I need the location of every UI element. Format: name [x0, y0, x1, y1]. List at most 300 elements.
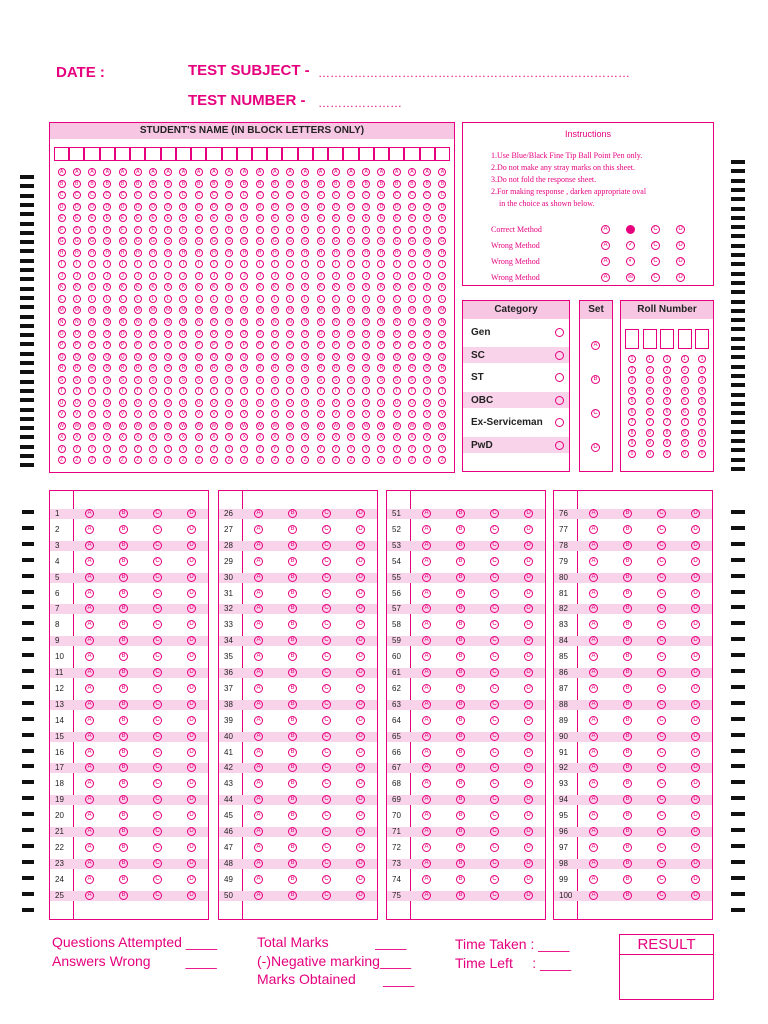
name-bubble[interactable]: Z — [256, 456, 264, 464]
answer-bubble[interactable]: D — [691, 541, 700, 550]
name-bubble[interactable]: U — [73, 399, 81, 407]
name-bubble[interactable]: K — [195, 283, 203, 291]
answer-bubble[interactable]: A — [422, 509, 431, 518]
name-bubble[interactable]: Z — [423, 456, 431, 464]
answer-bubble[interactable]: D — [356, 620, 365, 629]
name-bubble[interactable]: V — [103, 410, 111, 418]
name-bubble[interactable]: R — [88, 364, 96, 372]
name-bubble[interactable]: F — [347, 226, 355, 234]
answer-bubble[interactable]: A — [589, 525, 598, 534]
name-bubble[interactable]: C — [286, 191, 294, 199]
answer-bubble[interactable]: A — [589, 779, 598, 788]
answer-bubble[interactable]: A — [254, 827, 263, 836]
answer-bubble[interactable]: D — [187, 684, 196, 693]
answer-bubble[interactable]: C — [153, 684, 162, 693]
answer-bubble[interactable]: D — [524, 891, 533, 900]
answer-bubble[interactable]: D — [691, 779, 700, 788]
name-bubble[interactable]: W — [272, 422, 278, 429]
name-bubble[interactable]: Q — [164, 353, 172, 361]
name-bubble[interactable]: X — [103, 433, 111, 441]
name-bubble[interactable]: Z — [362, 456, 370, 464]
name-bubble[interactable]: C — [271, 191, 279, 199]
name-bubble[interactable]: P — [58, 341, 66, 349]
name-bubble[interactable]: F — [225, 226, 233, 234]
answer-bubble[interactable]: A — [422, 652, 431, 661]
category-bubble[interactable] — [555, 373, 564, 382]
name-bubble[interactable]: U — [240, 399, 248, 407]
name-letter-cell[interactable] — [115, 147, 130, 161]
name-bubble[interactable]: G — [423, 237, 431, 245]
name-bubble[interactable]: H — [210, 249, 218, 257]
name-bubble[interactable]: V — [301, 410, 309, 418]
answer-bubble[interactable]: C — [322, 795, 331, 804]
answer-bubble[interactable]: A — [85, 827, 94, 836]
name-bubble[interactable]: V — [423, 410, 431, 418]
answer-bubble[interactable]: D — [187, 573, 196, 582]
name-bubble[interactable]: I — [256, 260, 264, 268]
name-bubble[interactable]: X — [256, 433, 264, 441]
name-bubble[interactable]: P — [164, 341, 172, 349]
name-bubble[interactable]: U — [438, 399, 446, 407]
answer-bubble[interactable]: A — [422, 604, 431, 613]
name-bubble[interactable]: S — [134, 376, 142, 384]
name-bubble[interactable]: U — [179, 399, 187, 407]
name-bubble[interactable]: C — [301, 191, 309, 199]
name-bubble[interactable]: V — [362, 410, 370, 418]
answer-bubble[interactable]: D — [356, 652, 365, 661]
roll-bubble[interactable]: 1 — [681, 355, 689, 363]
name-bubble[interactable]: Z — [286, 456, 294, 464]
answer-bubble[interactable]: D — [691, 763, 700, 772]
name-bubble[interactable]: F — [438, 226, 446, 234]
name-bubble[interactable]: K — [301, 283, 309, 291]
name-bubble[interactable]: H — [362, 249, 370, 257]
name-bubble[interactable]: M — [59, 307, 64, 314]
name-bubble[interactable]: N — [103, 318, 111, 326]
name-bubble[interactable]: P — [195, 341, 203, 349]
name-bubble[interactable]: H — [73, 249, 81, 257]
name-bubble[interactable]: I — [347, 260, 355, 268]
roll-bubble[interactable]: 1 — [628, 355, 636, 363]
answer-bubble[interactable]: A — [589, 843, 598, 852]
name-bubble[interactable]: S — [195, 376, 203, 384]
name-bubble[interactable]: A — [164, 168, 172, 176]
name-bubble[interactable]: J — [286, 272, 294, 280]
answer-bubble[interactable]: A — [85, 748, 94, 757]
name-bubble[interactable]: Z — [301, 456, 309, 464]
name-bubble[interactable]: S — [271, 376, 279, 384]
roll-digit-cell[interactable] — [660, 329, 674, 349]
answer-bubble[interactable]: B — [456, 684, 465, 693]
name-bubble[interactable]: T — [164, 387, 172, 395]
answer-bubble[interactable]: A — [85, 859, 94, 868]
answer-bubble[interactable]: A — [589, 557, 598, 566]
name-bubble[interactable]: C — [332, 191, 340, 199]
name-bubble[interactable]: O — [301, 330, 309, 338]
answer-bubble[interactable]: C — [322, 827, 331, 836]
answer-bubble[interactable]: C — [153, 636, 162, 645]
answer-bubble[interactable]: B — [119, 811, 128, 820]
answer-bubble[interactable]: B — [623, 875, 632, 884]
name-bubble[interactable]: T — [347, 387, 355, 395]
name-bubble[interactable]: B — [256, 180, 264, 188]
name-bubble[interactable]: E — [286, 214, 294, 222]
name-bubble[interactable]: O — [134, 330, 142, 338]
name-bubble[interactable]: N — [119, 318, 127, 326]
answer-bubble[interactable]: A — [589, 668, 598, 677]
name-bubble[interactable]: M — [333, 307, 338, 314]
name-bubble[interactable]: P — [347, 341, 355, 349]
name-letter-cell[interactable] — [252, 147, 267, 161]
name-bubble[interactable]: V — [256, 410, 264, 418]
name-bubble[interactable]: K — [271, 283, 279, 291]
name-bubble[interactable]: L — [256, 295, 264, 303]
answer-bubble[interactable]: C — [490, 748, 499, 757]
name-bubble[interactable]: B — [362, 180, 370, 188]
name-bubble[interactable]: W — [424, 422, 430, 429]
roll-bubble[interactable]: 2 — [628, 366, 636, 374]
name-bubble[interactable]: P — [286, 341, 294, 349]
name-bubble[interactable]: E — [438, 214, 446, 222]
name-bubble[interactable]: X — [134, 433, 142, 441]
answer-bubble[interactable]: A — [422, 859, 431, 868]
name-bubble[interactable]: W — [242, 422, 247, 429]
answer-bubble[interactable]: D — [187, 716, 196, 725]
name-bubble[interactable]: F — [119, 226, 127, 234]
name-bubble[interactable]: N — [271, 318, 279, 326]
name-bubble[interactable]: X — [119, 433, 127, 441]
answer-bubble[interactable]: A — [589, 732, 598, 741]
answer-bubble[interactable]: C — [322, 557, 331, 566]
answer-bubble[interactable]: A — [589, 589, 598, 598]
answer-bubble[interactable]: C — [153, 509, 162, 518]
name-bubble[interactable]: L — [362, 295, 370, 303]
name-bubble[interactable]: H — [393, 249, 401, 257]
answer-bubble[interactable]: D — [187, 779, 196, 788]
name-bubble[interactable]: C — [377, 191, 385, 199]
name-bubble[interactable]: Z — [210, 456, 218, 464]
name-bubble[interactable]: E — [423, 214, 431, 222]
answer-bubble[interactable]: D — [356, 843, 365, 852]
name-bubble[interactable]: N — [301, 318, 309, 326]
answer-bubble[interactable]: D — [187, 827, 196, 836]
name-bubble[interactable]: S — [88, 376, 96, 384]
answer-bubble[interactable]: C — [657, 541, 666, 550]
answer-bubble[interactable]: A — [254, 557, 263, 566]
name-bubble[interactable]: G — [210, 237, 218, 245]
name-bubble[interactable]: O — [164, 330, 172, 338]
answer-bubble[interactable]: B — [456, 843, 465, 852]
name-bubble[interactable]: L — [347, 295, 355, 303]
answer-bubble[interactable]: D — [187, 748, 196, 757]
answer-bubble[interactable]: D — [356, 795, 365, 804]
roll-bubble[interactable]: 1 — [663, 355, 671, 363]
name-bubble[interactable]: V — [73, 410, 81, 418]
name-bubble[interactable]: L — [286, 295, 294, 303]
name-bubble[interactable]: N — [438, 318, 446, 326]
name-bubble[interactable]: D — [179, 203, 187, 211]
name-bubble[interactable]: D — [332, 203, 340, 211]
answer-bubble[interactable]: D — [187, 589, 196, 598]
name-bubble[interactable]: R — [347, 364, 355, 372]
answer-bubble[interactable]: A — [85, 525, 94, 534]
answer-bubble[interactable]: D — [524, 716, 533, 725]
name-bubble[interactable]: B — [438, 180, 446, 188]
answer-bubble[interactable]: B — [623, 684, 632, 693]
name-bubble[interactable]: P — [317, 341, 325, 349]
answer-bubble[interactable]: C — [657, 795, 666, 804]
name-bubble[interactable]: L — [301, 295, 309, 303]
answer-bubble[interactable]: C — [490, 716, 499, 725]
name-bubble[interactable]: O — [347, 330, 355, 338]
answer-bubble[interactable]: D — [691, 684, 700, 693]
name-bubble[interactable]: F — [362, 226, 370, 234]
name-bubble[interactable]: Y — [332, 445, 340, 453]
answer-bubble[interactable]: C — [657, 875, 666, 884]
name-bubble[interactable]: L — [225, 295, 233, 303]
name-bubble[interactable]: O — [179, 330, 187, 338]
name-bubble[interactable]: T — [119, 387, 127, 395]
name-bubble[interactable]: F — [317, 226, 325, 234]
name-bubble[interactable]: X — [179, 433, 187, 441]
answer-bubble[interactable]: D — [356, 827, 365, 836]
name-bubble[interactable]: S — [119, 376, 127, 384]
answer-bubble[interactable]: C — [153, 525, 162, 534]
name-bubble[interactable]: B — [164, 180, 172, 188]
name-bubble[interactable]: A — [332, 168, 340, 176]
name-bubble[interactable]: U — [88, 399, 96, 407]
name-bubble[interactable]: J — [73, 272, 81, 280]
answer-bubble[interactable]: C — [153, 859, 162, 868]
name-bubble[interactable]: K — [362, 283, 370, 291]
name-bubble[interactable]: R — [438, 364, 446, 372]
answer-bubble[interactable]: B — [119, 891, 128, 900]
name-bubble[interactable]: R — [73, 364, 81, 372]
name-bubble[interactable]: W — [363, 422, 369, 429]
name-bubble[interactable]: S — [210, 376, 218, 384]
name-bubble[interactable]: C — [119, 191, 127, 199]
name-bubble[interactable]: S — [301, 376, 309, 384]
answer-bubble[interactable]: C — [322, 684, 331, 693]
name-bubble[interactable]: P — [88, 341, 96, 349]
name-bubble[interactable]: Y — [256, 445, 264, 453]
name-bubble[interactable]: W — [74, 422, 80, 429]
name-bubble[interactable]: I — [240, 260, 248, 268]
answer-bubble[interactable]: C — [490, 795, 499, 804]
answer-bubble[interactable]: D — [356, 604, 365, 613]
name-bubble[interactable]: O — [195, 330, 203, 338]
answer-bubble[interactable]: A — [589, 684, 598, 693]
name-bubble[interactable]: W — [89, 422, 95, 429]
name-bubble[interactable]: N — [332, 318, 340, 326]
name-bubble[interactable]: W — [226, 422, 232, 429]
name-bubble[interactable]: Y — [195, 445, 203, 453]
name-bubble[interactable]: M — [303, 307, 308, 314]
answer-bubble[interactable]: D — [691, 843, 700, 852]
name-bubble[interactable]: P — [103, 341, 111, 349]
name-bubble[interactable]: Q — [149, 353, 157, 361]
answer-bubble[interactable]: B — [456, 668, 465, 677]
name-bubble[interactable]: X — [438, 433, 446, 441]
answer-bubble[interactable]: C — [153, 875, 162, 884]
name-bubble[interactable]: U — [164, 399, 172, 407]
name-bubble[interactable]: K — [377, 283, 385, 291]
answer-bubble[interactable]: C — [322, 509, 331, 518]
name-bubble[interactable]: O — [256, 330, 264, 338]
name-bubble[interactable]: D — [377, 203, 385, 211]
name-bubble[interactable]: Z — [408, 456, 416, 464]
name-bubble[interactable]: I — [408, 260, 416, 268]
name-bubble[interactable]: H — [225, 249, 233, 257]
answer-bubble[interactable]: A — [589, 509, 598, 518]
name-bubble[interactable]: P — [134, 341, 142, 349]
name-letter-cell[interactable] — [191, 147, 206, 161]
answer-bubble[interactable]: B — [623, 763, 632, 772]
name-bubble[interactable]: E — [73, 214, 81, 222]
name-bubble[interactable]: N — [240, 318, 248, 326]
name-bubble[interactable]: Q — [332, 353, 340, 361]
name-bubble[interactable]: Q — [88, 353, 96, 361]
answer-bubble[interactable]: C — [657, 573, 666, 582]
answer-bubble[interactable]: A — [422, 589, 431, 598]
name-bubble[interactable]: Q — [73, 353, 81, 361]
name-bubble[interactable]: A — [271, 168, 279, 176]
name-bubble[interactable]: W — [440, 422, 445, 429]
name-bubble[interactable]: X — [393, 433, 401, 441]
answer-bubble[interactable]: B — [456, 716, 465, 725]
name-letter-cell[interactable] — [267, 147, 282, 161]
name-bubble[interactable]: F — [332, 226, 340, 234]
name-bubble[interactable]: B — [58, 180, 66, 188]
answer-bubble[interactable]: D — [691, 525, 700, 534]
name-bubble[interactable]: T — [362, 387, 370, 395]
name-bubble[interactable]: F — [210, 226, 218, 234]
roll-bubble[interactable]: 3 — [646, 376, 654, 384]
name-bubble[interactable]: E — [271, 214, 279, 222]
answer-bubble[interactable]: C — [490, 811, 499, 820]
name-bubble[interactable]: J — [301, 272, 309, 280]
answer-bubble[interactable]: A — [589, 700, 598, 709]
name-bubble[interactable]: M — [348, 307, 354, 314]
answer-bubble[interactable]: C — [657, 716, 666, 725]
answer-bubble[interactable]: A — [589, 620, 598, 629]
name-bubble[interactable]: E — [195, 214, 203, 222]
name-bubble[interactable]: L — [438, 295, 446, 303]
answer-bubble[interactable]: D — [187, 875, 196, 884]
roll-digit-cell[interactable] — [643, 329, 657, 349]
answer-bubble[interactable]: C — [322, 652, 331, 661]
name-bubble[interactable]: Y — [134, 445, 142, 453]
name-bubble[interactable]: H — [256, 249, 264, 257]
name-bubble[interactable]: F — [164, 226, 172, 234]
roll-bubble[interactable]: 8 — [628, 429, 636, 437]
name-bubble[interactable]: P — [210, 341, 218, 349]
name-bubble[interactable]: A — [240, 168, 248, 176]
answer-bubble[interactable]: B — [288, 891, 297, 900]
name-bubble[interactable]: Z — [347, 456, 355, 464]
name-bubble[interactable]: F — [393, 226, 401, 234]
name-bubble[interactable]: O — [408, 330, 416, 338]
name-letter-cell[interactable] — [130, 147, 145, 161]
answer-bubble[interactable]: D — [356, 557, 365, 566]
answer-bubble[interactable]: D — [187, 620, 196, 629]
name-bubble[interactable]: V — [317, 410, 325, 418]
name-bubble[interactable]: A — [438, 168, 446, 176]
name-bubble[interactable]: T — [256, 387, 264, 395]
name-bubble[interactable]: R — [271, 364, 279, 372]
result-box[interactable] — [619, 934, 714, 1000]
name-bubble[interactable]: K — [256, 283, 264, 291]
name-bubble[interactable]: J — [119, 272, 127, 280]
name-bubble[interactable]: E — [240, 214, 248, 222]
answer-bubble[interactable]: A — [589, 541, 598, 550]
name-bubble[interactable]: A — [423, 168, 431, 176]
name-bubble[interactable]: B — [149, 180, 157, 188]
name-bubble[interactable]: H — [301, 249, 309, 257]
answer-bubble[interactable]: D — [356, 589, 365, 598]
roll-digit-cell[interactable] — [695, 329, 709, 349]
name-bubble[interactable]: C — [362, 191, 370, 199]
answer-bubble[interactable]: D — [356, 891, 365, 900]
answer-bubble[interactable]: C — [657, 636, 666, 645]
name-bubble[interactable]: H — [240, 249, 248, 257]
answer-bubble[interactable]: D — [187, 795, 196, 804]
answer-bubble[interactable]: B — [456, 859, 465, 868]
answer-bubble[interactable]: B — [288, 589, 297, 598]
name-bubble[interactable]: O — [332, 330, 340, 338]
answer-bubble[interactable]: B — [288, 827, 297, 836]
answer-bubble[interactable]: A — [422, 684, 431, 693]
answer-bubble[interactable]: D — [524, 525, 533, 534]
name-bubble[interactable]: S — [408, 376, 416, 384]
name-bubble[interactable]: J — [240, 272, 248, 280]
answer-bubble[interactable]: D — [187, 700, 196, 709]
answer-bubble[interactable]: D — [691, 859, 700, 868]
name-bubble[interactable]: I — [119, 260, 127, 268]
answer-bubble[interactable]: A — [422, 763, 431, 772]
roll-bubble[interactable]: 1 — [646, 355, 654, 363]
name-bubble[interactable]: K — [317, 283, 325, 291]
answer-bubble[interactable]: A — [589, 636, 598, 645]
name-bubble[interactable]: Q — [438, 353, 446, 361]
name-bubble[interactable]: R — [119, 364, 127, 372]
name-letter-cell[interactable] — [84, 147, 99, 161]
roll-bubble[interactable]: 4 — [681, 387, 689, 395]
name-bubble[interactable]: O — [225, 330, 233, 338]
name-bubble[interactable]: Y — [347, 445, 355, 453]
answer-bubble[interactable]: C — [322, 732, 331, 741]
roll-bubble[interactable]: 1 — [698, 355, 706, 363]
name-bubble[interactable]: Y — [179, 445, 187, 453]
answer-bubble[interactable]: A — [85, 779, 94, 788]
name-bubble[interactable]: C — [73, 191, 81, 199]
name-bubble[interactable]: S — [362, 376, 370, 384]
answer-bubble[interactable]: D — [356, 875, 365, 884]
answer-bubble[interactable]: A — [85, 557, 94, 566]
name-bubble[interactable]: W — [165, 422, 171, 429]
name-bubble[interactable]: D — [286, 203, 294, 211]
answer-bubble[interactable]: C — [153, 811, 162, 820]
answer-bubble[interactable]: B — [456, 827, 465, 836]
name-bubble[interactable]: F — [134, 226, 142, 234]
name-bubble[interactable]: X — [423, 433, 431, 441]
answer-bubble[interactable]: B — [623, 636, 632, 645]
answer-bubble[interactable]: D — [356, 779, 365, 788]
name-bubble[interactable]: J — [225, 272, 233, 280]
answer-bubble[interactable]: A — [254, 684, 263, 693]
roll-bubble[interactable]: 7 — [628, 418, 636, 426]
name-bubble[interactable]: V — [195, 410, 203, 418]
